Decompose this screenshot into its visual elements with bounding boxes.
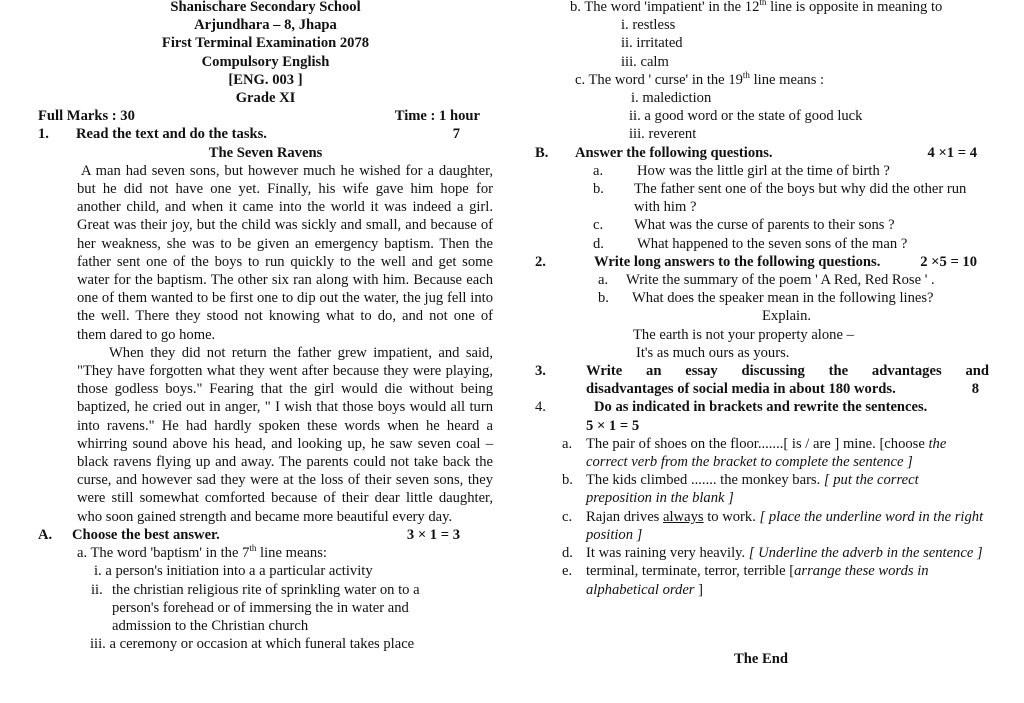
q2-quote-line-1: The earth is not your property alone – xyxy=(633,326,854,343)
passage-title: The Seven Ravens xyxy=(208,144,323,161)
full-marks: Full Marks : 30 xyxy=(38,108,135,125)
q3-text-line1: Write an essay discussing the advantages and xyxy=(586,363,989,380)
q3-number: 3. xyxy=(535,363,546,380)
question-a-option-1: i. a person's initiation into a a particular activity xyxy=(94,563,373,580)
section-b-marks: 4 ×1 = 4 xyxy=(927,144,977,161)
question-a-option-2: ii. the christian religious rite of sprinkling water on to a person's forehead or of immersing the in water and admission to the Christian church xyxy=(91,581,420,634)
q4-number: 4. xyxy=(535,399,546,416)
q4-marks: 5 × 1 = 5 xyxy=(586,417,640,434)
question-a-option-3: iii. a ceremony or occasion at which funeral takes place xyxy=(90,636,415,653)
marks-time-row xyxy=(38,107,493,125)
passage-paragraph-1: A man had seven sons, but however much he wished for a daughter, but he did not have one yet. Finally, his wife gave him hope for another child, and when it came into the world it was indeed a girl. Great was their joy, but the child was sickly and small, and because of her weakness, she was to be given an emergency baptism. Then the father sent one of the boys to run quickly to the well and get some water for the baptism. The other six ran along with him. Because each one of them wanted to be first one to dip out the water, the jug fell into the well. There they stood not knowing what to do, and not one of them dared to go home. xyxy=(77,162,493,343)
q1-number: 1. xyxy=(38,126,49,143)
the-end: The End xyxy=(734,651,788,667)
section-b-item-c: c. What was the curse of parents to their sons ? xyxy=(593,217,895,234)
q4-item-c: c. Rajan drives always to work. [ place the underline word in the right position ] xyxy=(562,508,984,543)
question-c-stem: c. The word ' curse' in the 19th line means : xyxy=(575,69,825,88)
q2-marks: 2 ×5 = 10 xyxy=(920,253,977,270)
q4-item-e: e. terminal, terminate, terror, terrible [arrange these words in alphabetical order ] xyxy=(562,563,929,598)
passage-paragraph-2: When they did not return the father grew impatient, and said, "They have forgotten what they went after because they were playing, those godless boys." Fearing that the girl would die without being baptized, he cried out in anger, " I wish that those boys would all turn into ravens." He had hardly spoken these words when he heard a whirring sound above his head, and looking up, he saw seven coal – black ravens flying up and away. The parents could not take back the curse, and however sad they were at the loss of their seven sons, they were still somewhat comforted because of their dear little daughter, who soon gained strength and became more beautiful every day. xyxy=(77,344,493,525)
left-column xyxy=(38,0,493,653)
q2-title: Write long answers to the following questions. xyxy=(594,253,881,270)
question-b-stem: b. The word 'impatient' in the 12th line is opposite in meaning to xyxy=(570,0,943,15)
q2-explain: Explain. xyxy=(762,308,812,325)
section-a-letter: A. xyxy=(38,526,53,543)
q2-heading xyxy=(535,253,995,271)
section-b-letter: B. xyxy=(535,144,549,161)
question-c-option-2: ii. a good word or the state of good luck xyxy=(629,108,863,125)
q3-marks: 8 xyxy=(971,381,979,398)
q4-title: Do as indicated in brackets and rewrite the sentences. xyxy=(594,399,928,416)
q3-block xyxy=(535,362,995,380)
section-b-item-d: d. What happened to the seven sons of the man ? xyxy=(593,235,908,252)
school-address: Arjundhara – 8, Jhapa xyxy=(194,17,337,34)
right-column xyxy=(535,0,995,667)
section-a-marks: 3 × 1 = 3 xyxy=(406,526,460,543)
q2-number: 2. xyxy=(535,253,546,270)
q1-heading xyxy=(38,125,493,143)
subject-code: [ENG. 003 ] xyxy=(228,71,303,88)
q2-item-a: a. Write the summary of the poem ' A Red, Red Rose ' . xyxy=(598,272,935,289)
question-c-option-1: i. malediction xyxy=(631,90,712,107)
q4-heading xyxy=(535,398,995,416)
section-b-item-b: b. The father sent one of the boys but why did the other run with him ? xyxy=(593,181,967,216)
section-b-title: Answer the following questions. xyxy=(575,144,773,161)
subject-title: Compulsory English xyxy=(201,53,330,70)
q3-text-line2-row xyxy=(535,380,995,398)
question-b-option-3: iii. calm xyxy=(621,53,669,70)
question-a-stem: a. The word 'baptism' in the 7th line means: xyxy=(77,543,327,562)
section-a-title: Choose the best answer. xyxy=(72,526,220,543)
section-b-heading xyxy=(535,144,995,162)
school-name: Shanischare Secondary School xyxy=(170,0,361,15)
q4-item-a: a. The pair of shoes on the floor.......[ is / are ] mine. [choose the correct verb from the bracket to complete the sentence ] xyxy=(562,435,947,471)
q1-marks: 7 xyxy=(452,126,460,143)
grade-label: Grade XI xyxy=(235,90,296,107)
question-c-option-3: iii. reverent xyxy=(629,126,697,143)
q2-item-b: b. What does the speaker mean in the following lines? xyxy=(598,290,934,307)
q1-title: Read the text and do the tasks. xyxy=(76,126,267,143)
exam-title: First Terminal Examination 2078 xyxy=(161,35,370,52)
q3-text-line2: disadvantages of social media in about 180 words. xyxy=(586,381,896,398)
section-b-item-a: a. How was the little girl at the time of birth ? xyxy=(593,162,890,179)
q4-item-b: b. The kids climbed ....... the monkey bars. [ put the correct preposition in the blank ] xyxy=(562,472,919,507)
q2-quote-line-2: It's as much ours as yours. xyxy=(636,344,790,361)
section-a-heading xyxy=(38,526,493,544)
question-b-option-2: ii. irritated xyxy=(621,35,683,52)
time-allowed: Time : 1 hour xyxy=(394,108,480,125)
question-b-option-1: i. restless xyxy=(621,17,676,34)
q4-item-d: d. It was raining very heavily. [ Underline the adverb in the sentence ] xyxy=(562,545,983,562)
